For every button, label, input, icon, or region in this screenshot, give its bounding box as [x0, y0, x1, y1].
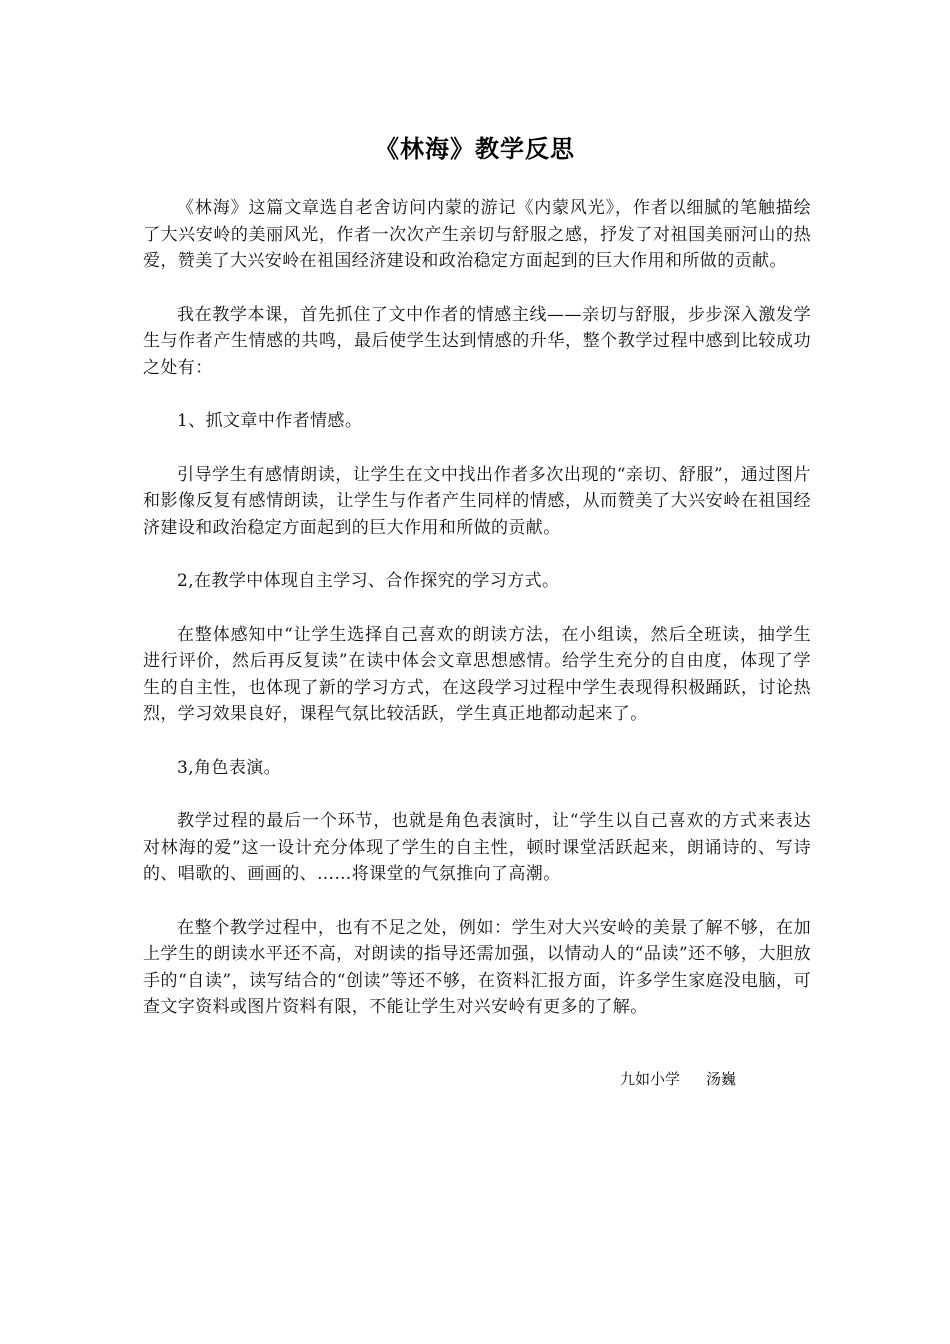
signature-school: 九如小学 — [620, 1070, 681, 1088]
paragraph-section-2: 在整体感知中“让学生选择自己喜欢的朗读方法，在小组读，然后全班读，抽学生进行评价，然后再反复读”在读中体会文章思想感情。给学生充分的自由度，体现了学生的自主性，也体现了新的学习方式，在这段学习过程中学生表现得积极踊跃，讨论热烈，学习效果良好，课程气氛比较活跃，学生真正地都动起来了。 — [143, 624, 811, 724]
signature — [620, 1068, 736, 1090]
section-heading-1: 1、抓文章中作者情感。 — [177, 411, 363, 431]
paragraph-section-3: 教学过程的最后一个环节，也就是角色表演时，让“学生以自己喜欢的方式来表达对林海的爱”这一设计充分体现了学生的自主性，顿时课堂活跃起来，朗诵诗的、写诗的、唱歌的、画画的、……将课堂的气氛推向了高潮。 — [143, 811, 811, 884]
section-heading-3: 3,角色表演。 — [177, 757, 282, 778]
paragraph-shortcomings: 在整个教学过程中，也有不足之处，例如：学生对大兴安岭的美景了解不够，在加上学生的朗读水平还不高，对朗读的指导还需加强，以情动人的“品读”还不够，大胆放手的“自读”，读写结合的“创读”等还不够，在资料汇报方面，许多学生家庭没电脑，可查文字资料或图片资料有限，不能让学生对兴安岭有更多的了解。 — [143, 917, 811, 1017]
signature-author: 汤巍 — [706, 1070, 737, 1088]
paragraph-intro: 《林海》这篇文章选自老舍访问内蒙的游记《内蒙风光》，作者以细腻的笔触描绘了大兴安岭的美丽风光，作者一次次产生亲切与舒服之感，抒发了对祖国美丽河山的热爱，赞美了大兴安岭在祖国经济建设和政治稳定方面起到的巨大作用和所做的贡献。 — [143, 198, 811, 271]
document-title: 《林海》教学反思 — [375, 135, 575, 163]
section-heading-2: 2,在教学中体现自主学习、合作探究的学习方式。 — [177, 571, 560, 591]
document-body — [143, 195, 811, 1048]
paragraph-section-1: 引导学生有感情朗读，让学生在文中找出作者多次出现的“亲切、舒服”，通过图片和影像反复有感情朗读，让学生与作者产生同样的情感，从而赞美了大兴安岭在祖国经济建设和政治稳定方面起到的巨大作用和所做的贡献。 — [143, 464, 811, 538]
paragraph-overview: 我在教学本课，首先抓住了文中作者的情感主线——亲切与舒服，步步深入激发学生与作者产生情感的共鸣，最后使学生达到情感的升华，整个教学过程中感到比较成功之处有： — [143, 304, 811, 378]
